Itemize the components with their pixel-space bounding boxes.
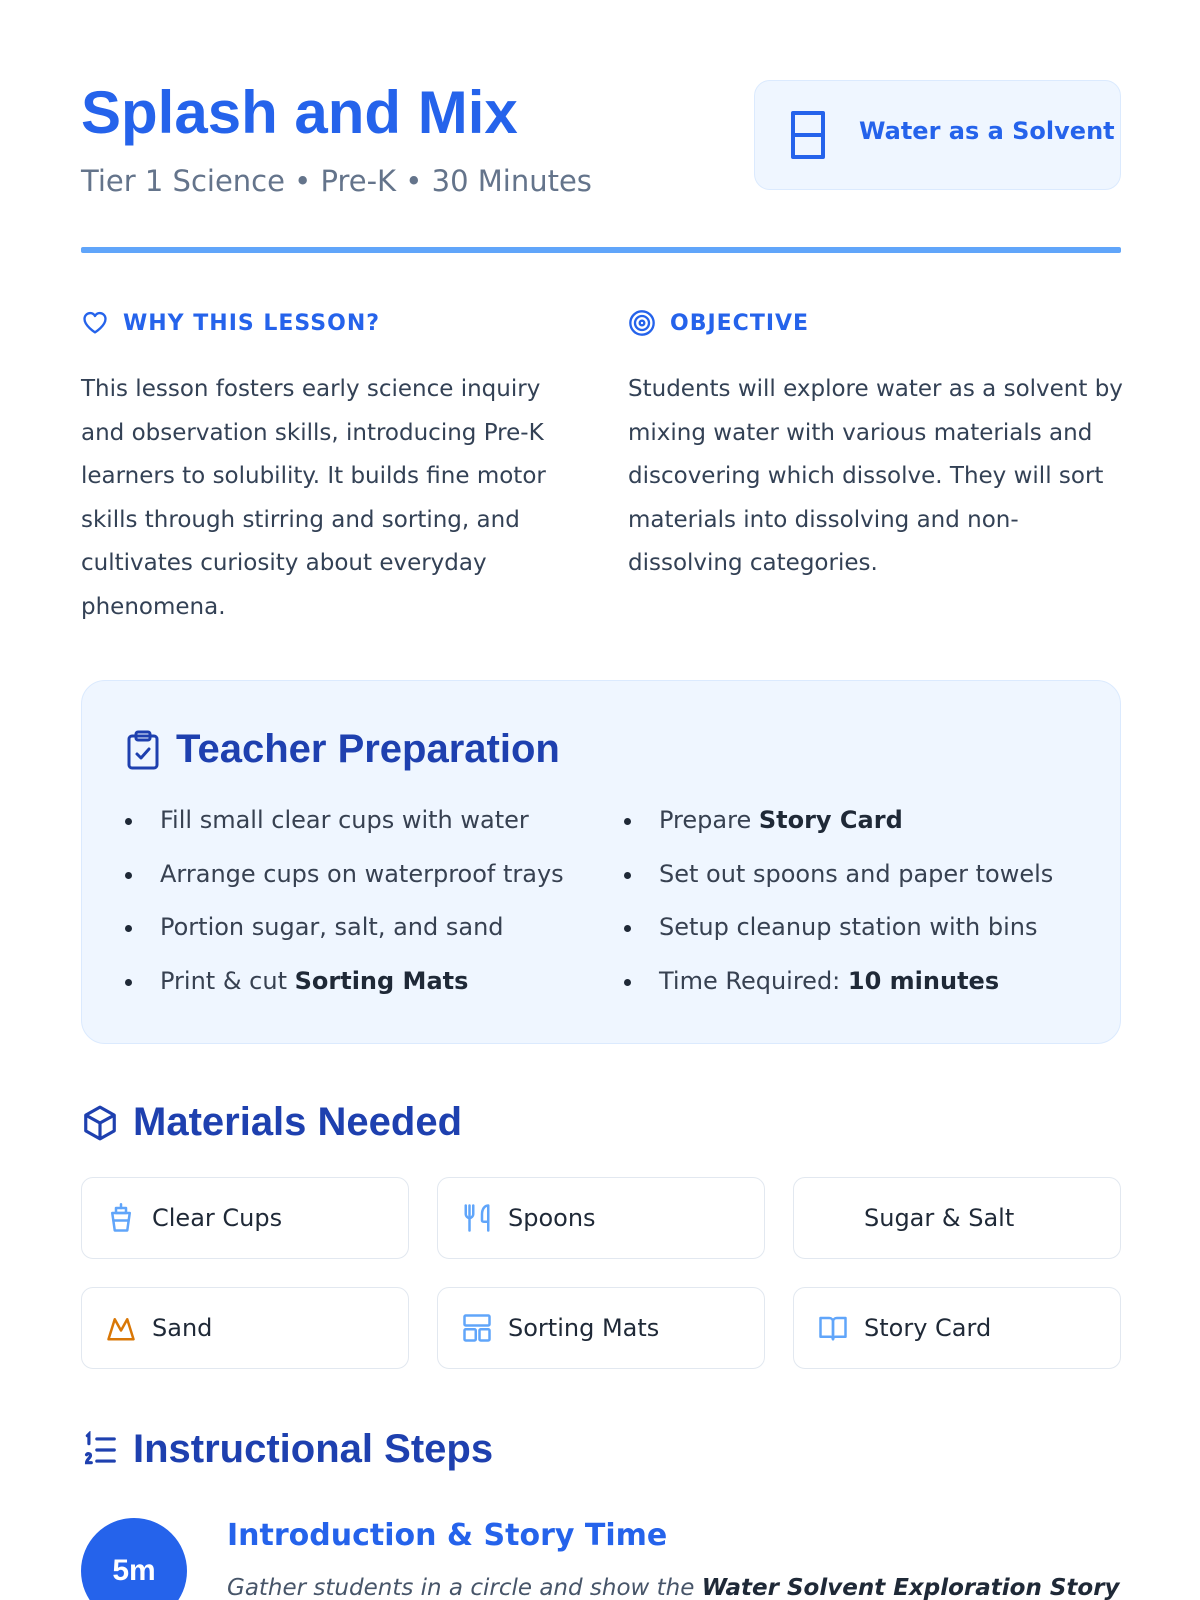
- prep-item: Portion sugar, salt, and sand: [121, 912, 564, 966]
- step-title: Introduction & Story Time: [227, 1518, 668, 1553]
- why-section: [81, 308, 581, 629]
- lesson-subtitle: Tier 1 Science • Pre-K • 30 Minutes: [81, 164, 592, 198]
- step-duration-badge: 5m: [81, 1518, 187, 1600]
- prep-item: Prepare Story Card: [620, 805, 1053, 859]
- page-title: Splash and Mix: [81, 79, 518, 146]
- mountain-icon: [106, 1313, 136, 1343]
- book-open-icon: [818, 1313, 848, 1343]
- teacher-preparation-card: [81, 680, 1121, 1044]
- objective-text: Students will explore water as a solvent by mixing water with various materials and discovering which dissolve. They will sort materials into dissolving and non-dissolving categories.: [628, 376, 1123, 576]
- material-card-sorting-mats: Sorting Mats: [437, 1287, 765, 1369]
- utensils-icon: [462, 1203, 492, 1233]
- layout-icon: [462, 1313, 492, 1343]
- prep-item: Set out spoons and paper towels: [620, 859, 1053, 913]
- topic-badge: [754, 80, 1121, 190]
- list-ordered-icon: [81, 1431, 119, 1469]
- prep-list-right: [620, 805, 1053, 1019]
- material-card-spoons: Spoons: [437, 1177, 765, 1259]
- prep-item: Print & cut Sorting Mats: [121, 966, 564, 1020]
- materials-header: [81, 1100, 462, 1145]
- box-icon: [81, 1104, 119, 1142]
- materials-grid: [81, 1177, 1121, 1369]
- lesson-header: [81, 80, 1121, 252]
- prep-list-left: [121, 805, 564, 1019]
- objective-section: [628, 308, 1128, 586]
- heart-icon: [81, 309, 109, 337]
- prep-item: Time Required: 10 minutes: [620, 966, 1053, 1020]
- materials-title: Materials Needed: [133, 1100, 463, 1144]
- step-description: Gather students in a circle and show the Water Solvent Exploration Story: [227, 1575, 1120, 1600]
- prep-item: Setup cleanup station with bins: [620, 912, 1053, 966]
- cup-icon: [106, 1203, 136, 1233]
- clipboard-check-icon: [126, 730, 160, 770]
- topic-badge-label: Water as a Solvent: [859, 117, 1115, 145]
- why-text: This lesson fosters early science inquiry and observation skills, introducing Pre-K learners to solubility. It builds fine motor skills through stirring and sorting, and cultivates curiosity about everyday phenomena.: [81, 376, 546, 620]
- header-divider: [81, 247, 1121, 253]
- material-card-sugar-salt: Sugar & Salt: [793, 1177, 1121, 1259]
- objective-heading: OBJECTIVE: [670, 310, 810, 336]
- material-card-story-card: Story Card: [793, 1287, 1121, 1369]
- beaker-icon: [789, 111, 827, 159]
- prep-item: Arrange cups on waterproof trays: [121, 859, 564, 913]
- material-card-clear-cups: Clear Cups: [81, 1177, 409, 1259]
- steps-title: Instructional Steps: [133, 1427, 494, 1471]
- material-card-sand: Sand: [81, 1287, 409, 1369]
- prep-item: Fill small clear cups with water: [121, 805, 564, 859]
- why-heading: WHY THIS LESSON?: [123, 310, 381, 336]
- steps-header: [81, 1427, 493, 1472]
- instruction-step: [81, 1518, 1121, 1600]
- target-icon: [628, 309, 656, 337]
- prep-title: Teacher Preparation: [176, 727, 560, 771]
